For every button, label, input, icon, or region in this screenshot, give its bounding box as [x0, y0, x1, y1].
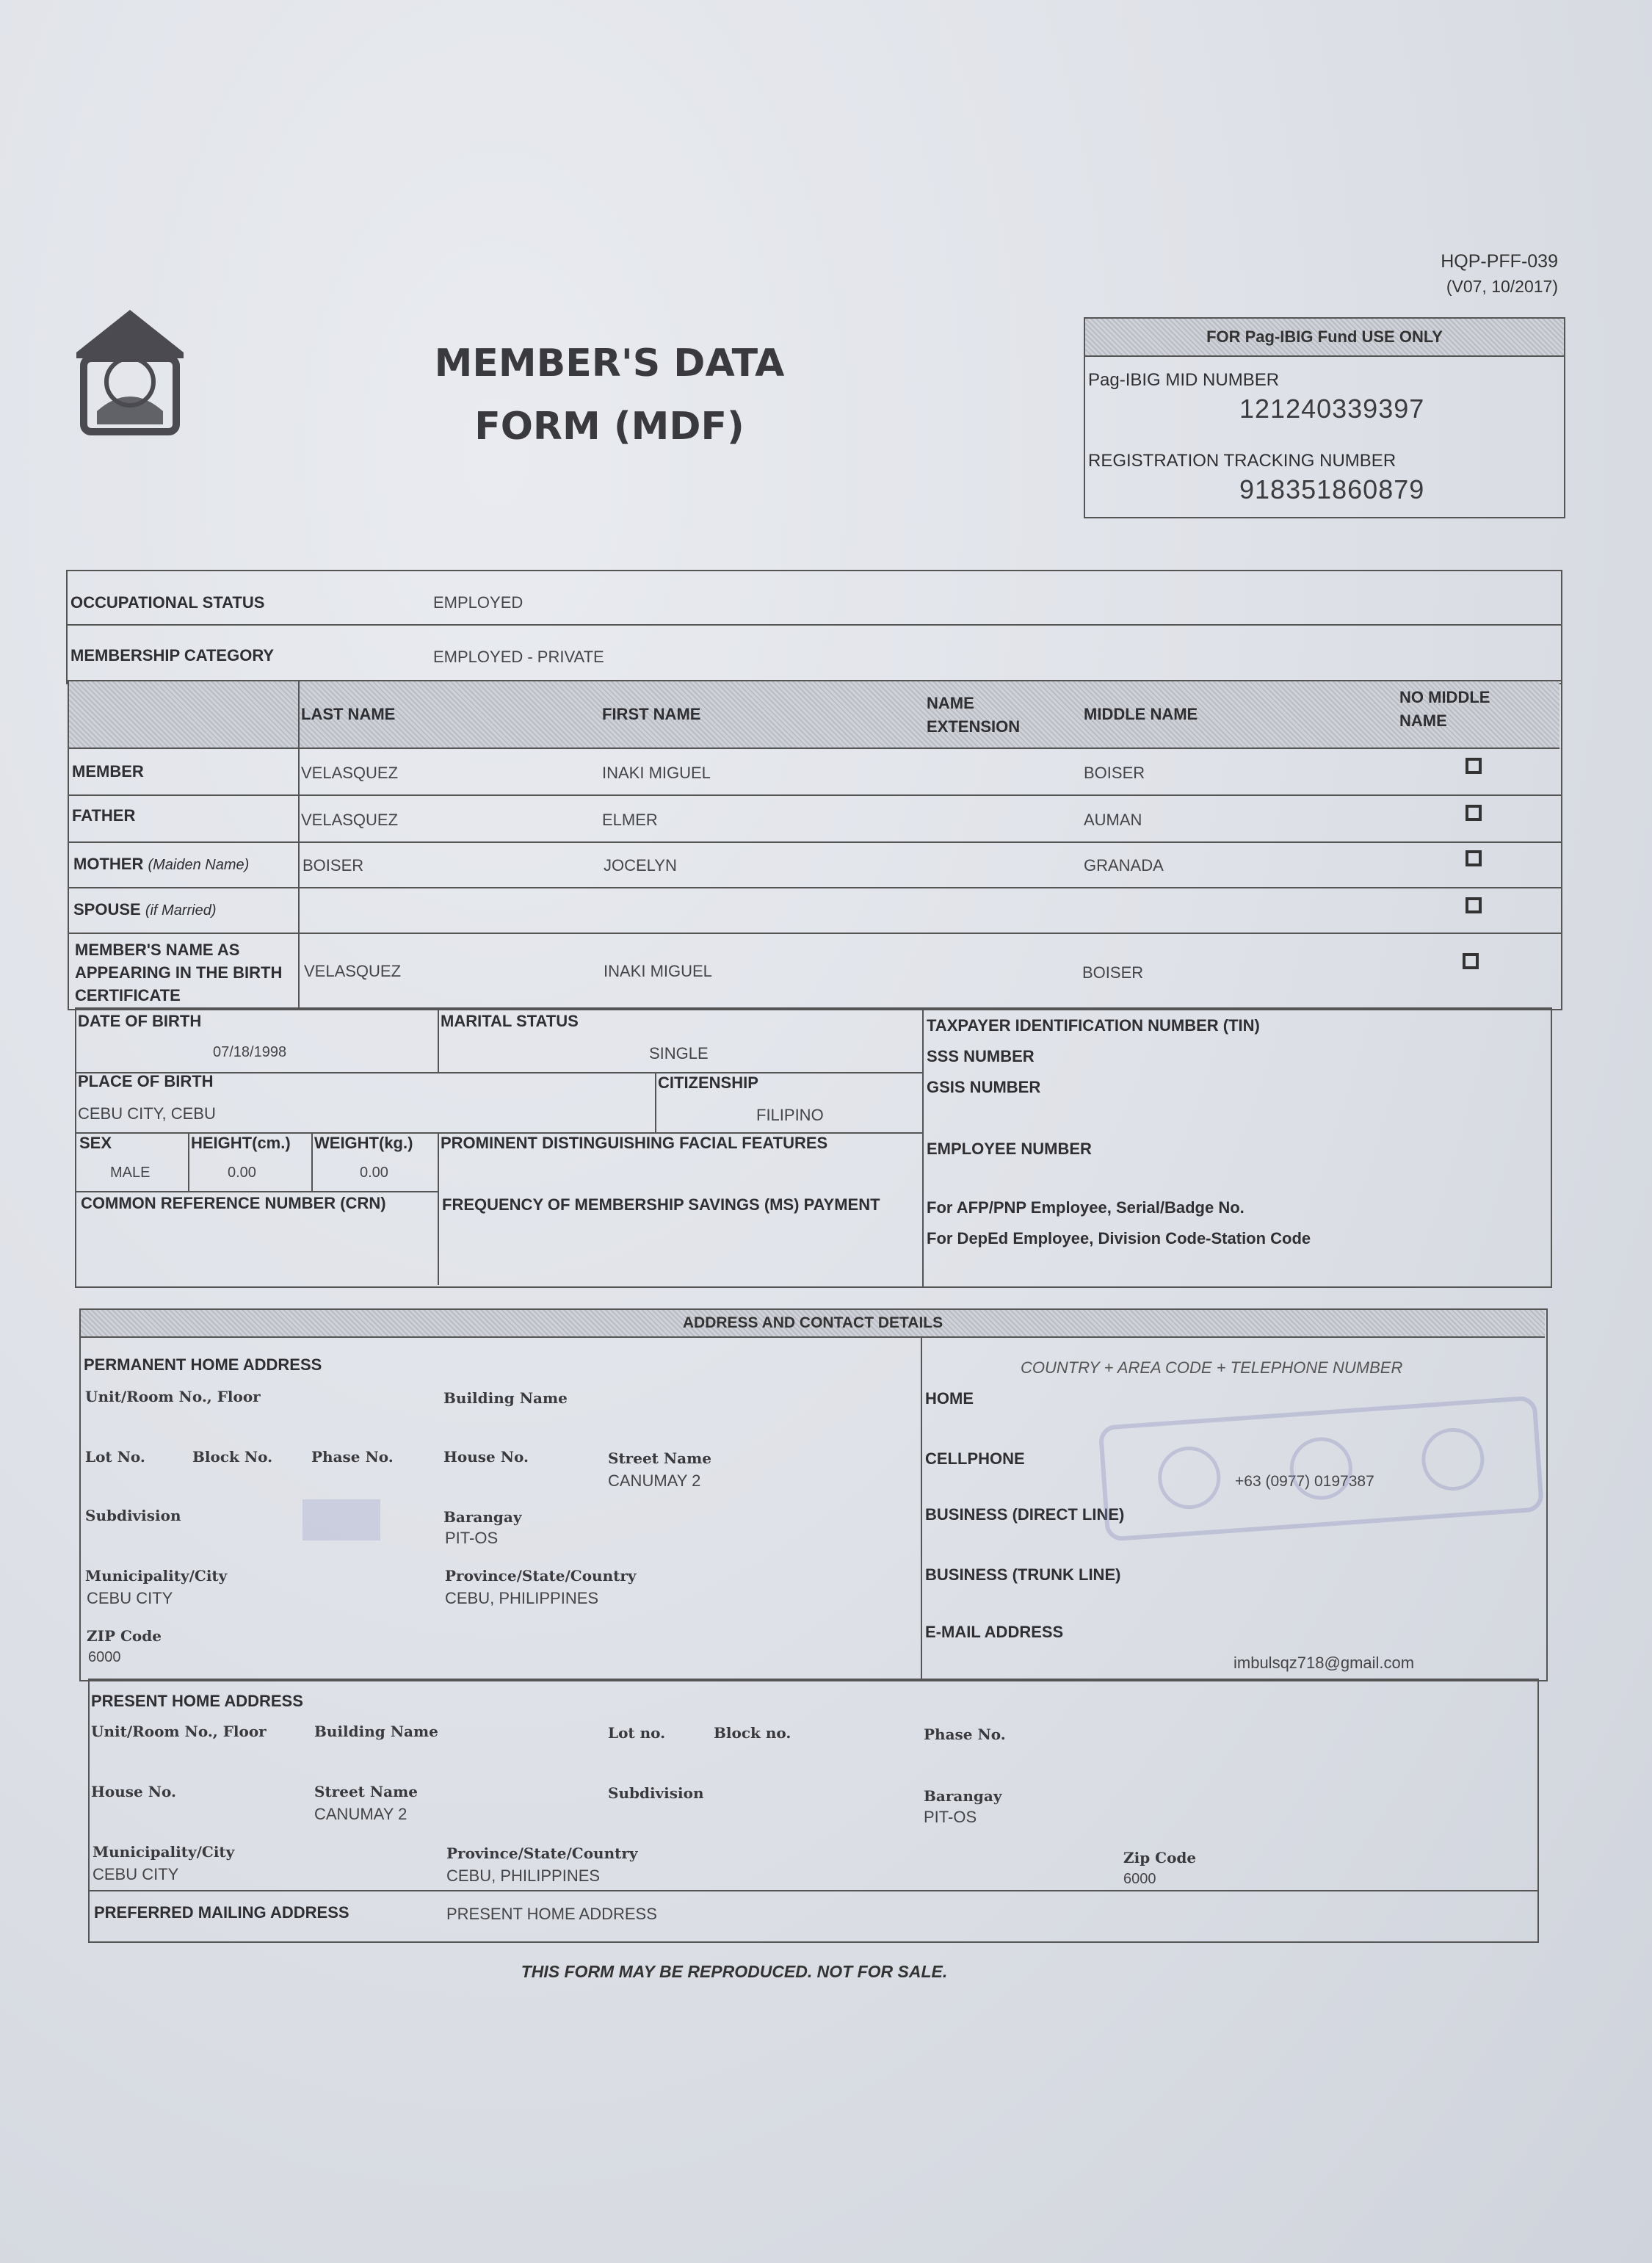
membership-category-label: MEMBERSHIP CATEGORY — [70, 646, 275, 665]
sex-value: MALE — [110, 1165, 151, 1181]
mother-middle-name: GRANADA — [1084, 856, 1164, 875]
business-direct-label: BUSINESS (DIRECT LINE) — [925, 1505, 1125, 1524]
pres-subdivision-label: Subdivision — [608, 1784, 704, 1802]
pres-unit-label: Unit/Room No., Floor — [91, 1723, 267, 1740]
names-header-row — [69, 681, 1559, 749]
col-middle-name: MIDDLE NAME — [1084, 705, 1198, 723]
perm-phase-label: Phase No. — [311, 1448, 394, 1466]
form-code: HQP-PFF-039 — [1441, 251, 1558, 272]
member-no-middle-checkbox[interactable] — [1466, 758, 1482, 774]
pres-barangay-label: Barangay — [924, 1787, 1002, 1805]
date-stamp-mark — [301, 1498, 382, 1545]
father-last-name: VELASQUEZ — [301, 811, 399, 829]
marital-status-label: MARITAL STATUS — [441, 1012, 579, 1030]
pob-value: CEBU CITY, CEBU — [78, 1104, 216, 1123]
phone-format-hint: COUNTRY + AREA CODE + TELEPHONE NUMBER — [1021, 1358, 1403, 1377]
col-first-name: FIRST NAME — [602, 705, 701, 723]
col-name-extension: NAME EXTENSION — [927, 694, 1021, 736]
birth-cert-last-name: VELASQUEZ — [304, 962, 402, 980]
office-use-box — [1084, 317, 1565, 518]
mother-last-name: BOISER — [302, 856, 364, 875]
cellphone-value: +63 (0977) 0197387 — [1235, 1473, 1374, 1490]
row-mother-label-text: MOTHER — [73, 855, 144, 873]
citizenship-label: CITIZENSHIP — [658, 1073, 758, 1092]
email-label: E-MAIL ADDRESS — [925, 1623, 1064, 1641]
pres-street-value: CANUMAY 2 — [314, 1805, 407, 1823]
address-section-title: ADDRESS AND CONTACT DETAILS — [81, 1310, 1545, 1338]
home-phone-label: HOME — [925, 1389, 974, 1408]
form-title-line1: MEMBER'S DATA — [434, 341, 785, 385]
col-no-middle-name: NO MIDDLE NAME — [1399, 688, 1490, 730]
perm-street-label: Street Name — [608, 1449, 711, 1467]
birth-cert-middle-name: BOISER — [1082, 963, 1144, 982]
office-use-heading: FOR Pag-IBIG Fund USE ONLY — [1085, 319, 1564, 357]
footer-note: THIS FORM MAY BE REPRODUCED. NOT FOR SALE. — [521, 1962, 948, 1981]
mailing-address-value: PRESENT HOME ADDRESS — [446, 1905, 657, 1923]
dob-value: 07/18/1998 — [213, 1044, 287, 1060]
perm-house-label: House No. — [443, 1448, 529, 1466]
form-title-line2: FORM (MDF) — [474, 405, 745, 449]
perm-unit-label: Unit/Room No., Floor — [85, 1388, 261, 1405]
frequency-label: FREQUENCY OF MEMBERSHIP SAVINGS (MS) PAYMENT — [442, 1195, 880, 1214]
father-first-name: ELMER — [602, 811, 658, 829]
perm-zip-value: 6000 — [88, 1649, 121, 1665]
pres-building-label: Building Name — [314, 1723, 438, 1740]
row-mother-label — [73, 855, 249, 874]
row-mother-note: (Maiden Name) — [148, 857, 250, 873]
pres-barangay-value: PIT-OS — [924, 1808, 977, 1826]
father-no-middle-checkbox[interactable] — [1466, 805, 1482, 821]
birth-cert-first-name: INAKI MIGUEL — [604, 962, 712, 980]
citizenship-value: FILIPINO — [756, 1106, 824, 1124]
occupational-status-value: EMPLOYED — [433, 593, 524, 612]
perm-street-value: CANUMAY 2 — [608, 1471, 701, 1490]
mid-number-label: Pag-IBIG MID NUMBER — [1088, 370, 1280, 390]
member-first-name: INAKI MIGUEL — [602, 764, 711, 782]
pob-label: PLACE OF BIRTH — [78, 1072, 214, 1090]
form-version: (V07, 10/2017) — [1446, 277, 1558, 296]
dob-label: DATE OF BIRTH — [78, 1012, 202, 1030]
row-spouse-label-text: SPOUSE — [73, 900, 141, 919]
perm-city-label: Municipality/City — [85, 1567, 228, 1585]
status-section — [66, 570, 1562, 684]
member-middle-name: BOISER — [1084, 764, 1145, 782]
perm-block-label: Block No. — [192, 1448, 273, 1466]
features-label: PROMINENT DISTINGUISHING FACIAL FEATURES — [441, 1134, 828, 1152]
row-father-label: FATHER — [72, 806, 136, 825]
business-trunk-label: BUSINESS (TRUNK LINE) — [925, 1565, 1121, 1584]
mailing-address-label: PREFERRED MAILING ADDRESS — [94, 1903, 349, 1922]
membership-category-value: EMPLOYED - PRIVATE — [433, 648, 604, 666]
permanent-address-heading: PERMANENT HOME ADDRESS — [84, 1355, 322, 1374]
mother-first-name: JOCELYN — [604, 856, 677, 875]
perm-city-value: CEBU CITY — [87, 1589, 173, 1607]
pres-city-value: CEBU CITY — [93, 1865, 179, 1883]
pres-zip-value: 6000 — [1123, 1871, 1156, 1887]
marital-status-value: SINGLE — [649, 1044, 709, 1062]
employee-number-label: EMPLOYEE NUMBER — [927, 1140, 1092, 1158]
row-member-label: MEMBER — [72, 762, 144, 781]
father-middle-name: AUMAN — [1084, 811, 1142, 829]
gsis-label: GSIS NUMBER — [927, 1078, 1041, 1096]
email-value: imbulsqz718@gmail.com — [1233, 1654, 1415, 1672]
cellphone-label: CELLPHONE — [925, 1449, 1025, 1468]
sex-label: SEX — [79, 1134, 112, 1152]
perm-province-value: CEBU, PHILIPPINES — [445, 1589, 599, 1607]
spouse-no-middle-checkbox[interactable] — [1466, 897, 1482, 913]
perm-zip-label: ZIP Code — [87, 1627, 162, 1645]
member-last-name: VELASQUEZ — [301, 764, 399, 782]
crn-label: COMMON REFERENCE NUMBER (CRN) — [81, 1194, 386, 1212]
pres-zip-label: Zip Code — [1123, 1849, 1197, 1866]
row-birth-cert-label: MEMBER'S NAME AS APPEARING IN THE BIRTH CERTIFICATE — [75, 941, 283, 1004]
mother-no-middle-checkbox[interactable] — [1466, 850, 1482, 866]
col-last-name: LAST NAME — [301, 705, 396, 723]
height-value: 0.00 — [228, 1165, 256, 1181]
perm-subdivision-label: Subdivision — [85, 1507, 181, 1524]
weight-value: 0.00 — [360, 1165, 388, 1181]
row-spouse-label — [73, 900, 217, 919]
pres-lot-label: Lot no. — [608, 1724, 666, 1742]
perm-province-label: Province/State/Country — [445, 1567, 637, 1585]
tracking-number-value: 918351860879 — [1239, 474, 1425, 504]
row-spouse-note: (if Married) — [145, 902, 217, 919]
perm-barangay-value: PIT-OS — [445, 1529, 499, 1547]
perm-barangay-label: Barangay — [443, 1508, 522, 1526]
pres-block-label: Block no. — [714, 1724, 791, 1742]
pres-house-label: House No. — [91, 1783, 176, 1800]
occupational-status-label: OCCUPATIONAL STATUS — [70, 593, 265, 612]
pres-province-value: CEBU, PHILIPPINES — [446, 1866, 601, 1885]
deped-label: For DepEd Employee, Division Code-Station Code — [927, 1229, 1311, 1248]
pres-street-label: Street Name — [314, 1783, 418, 1800]
pag-ibig-logo-icon — [68, 301, 192, 441]
pres-city-label: Municipality/City — [93, 1843, 235, 1861]
height-label: HEIGHT(cm.) — [191, 1134, 291, 1152]
sss-label: SSS NUMBER — [927, 1047, 1035, 1065]
perm-lot-label: Lot No. — [85, 1448, 145, 1466]
afp-pnp-label: For AFP/PNP Employee, Serial/Badge No. — [927, 1198, 1245, 1217]
tracking-number-label: REGISTRATION TRACKING NUMBER — [1088, 451, 1396, 471]
present-address-heading: PRESENT HOME ADDRESS — [91, 1692, 303, 1710]
mid-number-value: 121240339397 — [1239, 394, 1425, 424]
weight-label: WEIGHT(kg.) — [314, 1134, 413, 1152]
pres-phase-label: Phase No. — [924, 1726, 1006, 1743]
perm-building-label: Building Name — [443, 1389, 568, 1407]
pres-province-label: Province/State/Country — [446, 1844, 638, 1862]
birth-cert-no-middle-checkbox[interactable] — [1463, 953, 1479, 969]
tin-label: TAXPAYER IDENTIFICATION NUMBER (TIN) — [927, 1016, 1260, 1035]
